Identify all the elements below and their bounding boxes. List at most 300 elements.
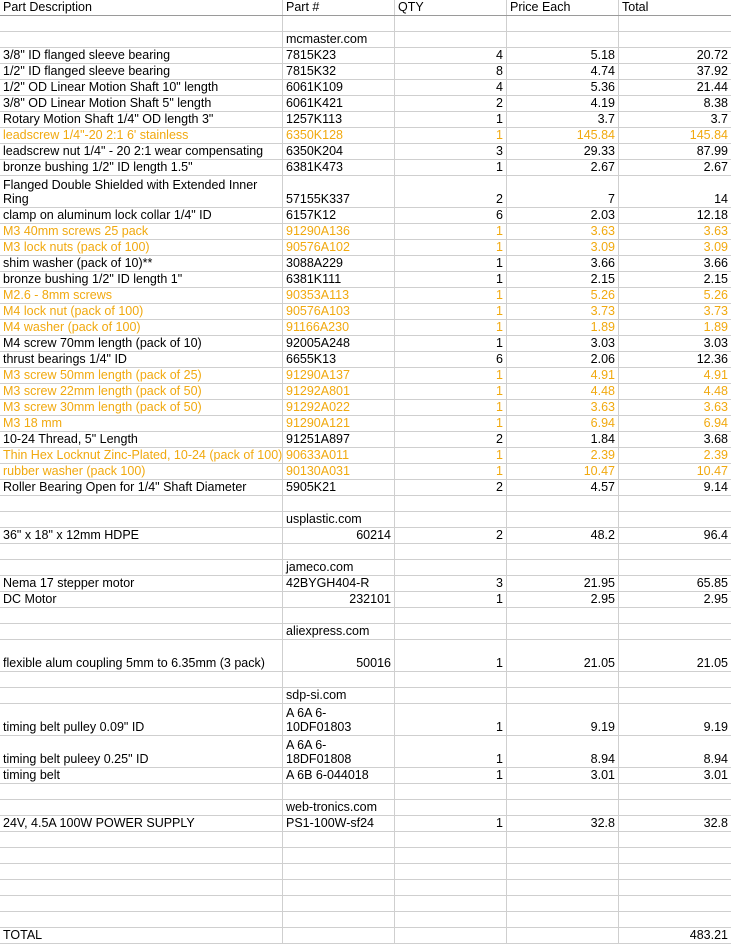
table-cell[interactable] <box>0 672 283 687</box>
table-cell[interactable] <box>507 48 619 63</box>
table-cell[interactable] <box>507 672 619 687</box>
table-cell[interactable] <box>0 432 283 447</box>
table-cell[interactable] <box>619 640 731 671</box>
table-cell[interactable] <box>619 928 731 943</box>
table-cell[interactable] <box>619 336 731 351</box>
table-cell[interactable] <box>619 320 731 335</box>
table-cell[interactable] <box>619 784 731 799</box>
table-cell[interactable] <box>395 672 507 687</box>
table-cell[interactable] <box>0 608 283 623</box>
table-cell[interactable] <box>395 80 507 95</box>
table-cell[interactable] <box>507 832 619 847</box>
table-cell[interactable] <box>395 304 507 319</box>
table-cell[interactable] <box>395 416 507 431</box>
cell-text: usplastic.com <box>286 512 362 526</box>
table-cell[interactable] <box>0 688 283 703</box>
table-cell[interactable] <box>395 400 507 415</box>
table-cell[interactable] <box>507 240 619 255</box>
table-cell[interactable] <box>395 704 507 735</box>
table-cell[interactable] <box>507 544 619 559</box>
cell-text: 2 <box>496 480 503 494</box>
header-cell[interactable] <box>283 0 395 15</box>
table-cell[interactable] <box>619 832 731 847</box>
table-cell[interactable] <box>395 176 507 207</box>
table-cell[interactable] <box>0 448 283 463</box>
table-cell[interactable] <box>0 576 283 591</box>
table-cell[interactable] <box>507 480 619 495</box>
table-cell[interactable] <box>283 336 395 351</box>
table-cell[interactable] <box>395 112 507 127</box>
table-cell[interactable] <box>0 528 283 543</box>
table-cell[interactable] <box>395 736 507 767</box>
table-cell[interactable] <box>619 576 731 591</box>
table-cell[interactable] <box>283 816 395 831</box>
table-cell[interactable] <box>507 624 619 639</box>
table-cell[interactable] <box>395 448 507 463</box>
table-cell[interactable] <box>283 432 395 447</box>
table-cell[interactable] <box>0 512 283 527</box>
table-row <box>0 320 731 336</box>
table-cell[interactable] <box>619 368 731 383</box>
table-cell[interactable] <box>0 240 283 255</box>
table-cell[interactable] <box>395 592 507 607</box>
table-cell[interactable] <box>619 208 731 223</box>
table-cell[interactable] <box>395 800 507 815</box>
table-cell[interactable] <box>395 848 507 863</box>
header-cell[interactable] <box>395 0 507 15</box>
table-cell[interactable] <box>507 528 619 543</box>
table-cell[interactable] <box>619 288 731 303</box>
table-cell[interactable] <box>283 560 395 575</box>
table-cell[interactable] <box>395 912 507 927</box>
cell-text: Price Each <box>510 0 571 14</box>
table-cell[interactable] <box>0 880 283 895</box>
cell-text: 90633A011 <box>286 448 350 462</box>
table-cell[interactable] <box>619 64 731 79</box>
table-cell[interactable] <box>283 464 395 479</box>
table-cell[interactable] <box>507 880 619 895</box>
table-cell[interactable] <box>619 48 731 63</box>
table-cell[interactable] <box>507 320 619 335</box>
table-cell[interactable] <box>507 688 619 703</box>
cell-text: 6061K421 <box>286 96 344 110</box>
table-cell[interactable] <box>395 816 507 831</box>
table-cell[interactable] <box>0 464 283 479</box>
table-cell[interactable] <box>619 768 731 783</box>
table-cell[interactable] <box>283 48 395 63</box>
table-cell[interactable] <box>283 272 395 287</box>
table-cell[interactable] <box>0 768 283 783</box>
table-cell[interactable] <box>507 576 619 591</box>
table-cell[interactable] <box>283 592 395 607</box>
table-cell[interactable] <box>283 608 395 623</box>
table-cell[interactable] <box>507 912 619 927</box>
table-cell[interactable] <box>0 304 283 319</box>
table-cell[interactable] <box>283 384 395 399</box>
table-cell[interactable] <box>619 688 731 703</box>
table-cell[interactable] <box>395 48 507 63</box>
table-cell[interactable] <box>395 560 507 575</box>
table-cell[interactable] <box>507 448 619 463</box>
table-cell[interactable] <box>507 896 619 911</box>
table-cell[interactable] <box>395 288 507 303</box>
table-cell[interactable] <box>395 320 507 335</box>
table-cell[interactable] <box>619 448 731 463</box>
table-cell[interactable] <box>619 560 731 575</box>
cell-text: bronze bushing 1/2" ID length 1" <box>3 272 183 286</box>
table-cell[interactable] <box>283 304 395 319</box>
table-cell[interactable] <box>283 352 395 367</box>
table-cell[interactable] <box>507 512 619 527</box>
table-cell[interactable] <box>283 144 395 159</box>
table-cell[interactable] <box>395 32 507 47</box>
cell-text: 1 <box>496 400 503 414</box>
table-cell[interactable] <box>619 272 731 287</box>
table-cell[interactable] <box>395 272 507 287</box>
table-cell[interactable] <box>507 80 619 95</box>
table-cell[interactable] <box>507 704 619 735</box>
table-cell[interactable] <box>619 496 731 511</box>
table-cell[interactable] <box>283 912 395 927</box>
table-cell[interactable] <box>395 832 507 847</box>
table-cell[interactable] <box>507 64 619 79</box>
table-cell[interactable] <box>619 32 731 47</box>
table-cell[interactable] <box>0 256 283 271</box>
table-cell[interactable] <box>0 496 283 511</box>
table-cell[interactable] <box>283 576 395 591</box>
table-cell[interactable] <box>283 784 395 799</box>
header-cell[interactable] <box>619 0 731 15</box>
table-cell[interactable] <box>619 304 731 319</box>
table-cell[interactable] <box>283 640 395 671</box>
cell-text: 6350K204 <box>286 144 344 158</box>
table-cell[interactable] <box>283 928 395 943</box>
table-cell[interactable] <box>283 176 395 207</box>
table-cell[interactable] <box>283 880 395 895</box>
table-cell[interactable] <box>0 480 283 495</box>
table-cell[interactable] <box>619 512 731 527</box>
table-cell[interactable] <box>619 544 731 559</box>
table-cell[interactable] <box>507 128 619 143</box>
table-cell[interactable] <box>619 80 731 95</box>
table-cell[interactable] <box>619 256 731 271</box>
table-cell[interactable] <box>283 96 395 111</box>
table-cell[interactable] <box>507 368 619 383</box>
table-cell[interactable] <box>619 16 731 31</box>
table-cell[interactable] <box>619 848 731 863</box>
cell-text: 1257K113 <box>286 112 343 126</box>
table-cell[interactable] <box>0 176 283 207</box>
cell-text: Thin Hex Locknut Zinc-Plated, 10-24 (pack of 100) <box>3 448 283 462</box>
table-cell[interactable] <box>619 880 731 895</box>
table-cell[interactable] <box>619 112 731 127</box>
table-cell[interactable] <box>0 816 283 831</box>
table-cell[interactable] <box>395 240 507 255</box>
table-cell[interactable] <box>619 896 731 911</box>
table-cell[interactable] <box>395 496 507 511</box>
table-cell[interactable] <box>507 384 619 399</box>
cell-text: 91292A022 <box>286 400 350 414</box>
table-cell[interactable] <box>0 624 283 639</box>
table-cell[interactable] <box>395 784 507 799</box>
table-cell[interactable] <box>0 128 283 143</box>
table-cell[interactable] <box>283 224 395 239</box>
table-cell[interactable] <box>507 112 619 127</box>
table-cell[interactable] <box>283 688 395 703</box>
table-cell[interactable] <box>619 608 731 623</box>
cell-text: 91290A136 <box>286 224 350 238</box>
table-cell[interactable] <box>283 528 395 543</box>
table-cell[interactable] <box>619 176 731 207</box>
table-cell[interactable] <box>283 544 395 559</box>
table-cell[interactable] <box>507 336 619 351</box>
table-cell[interactable] <box>0 560 283 575</box>
table-cell[interactable] <box>395 64 507 79</box>
table-cell[interactable] <box>507 736 619 767</box>
table-cell[interactable] <box>283 480 395 495</box>
table-cell[interactable] <box>507 416 619 431</box>
table-cell[interactable] <box>0 144 283 159</box>
table-cell[interactable] <box>395 576 507 591</box>
table-cell[interactable] <box>395 608 507 623</box>
table-cell[interactable] <box>0 224 283 239</box>
table-cell[interactable] <box>619 160 731 175</box>
table-cell[interactable] <box>619 672 731 687</box>
table-cell[interactable] <box>619 736 731 767</box>
table-cell[interactable] <box>0 208 283 223</box>
table-cell[interactable] <box>507 144 619 159</box>
table-cell[interactable] <box>507 784 619 799</box>
table-cell[interactable] <box>507 800 619 815</box>
table-cell[interactable] <box>0 592 283 607</box>
table-cell[interactable] <box>0 896 283 911</box>
table-cell[interactable] <box>395 864 507 879</box>
table-cell[interactable] <box>0 384 283 399</box>
table-cell[interactable] <box>283 320 395 335</box>
cell-text: 145.84 <box>689 128 728 142</box>
table-cell[interactable] <box>619 624 731 639</box>
table-cell[interactable] <box>507 352 619 367</box>
table-cell[interactable] <box>395 464 507 479</box>
table-cell[interactable] <box>507 160 619 175</box>
table-cell[interactable] <box>0 288 283 303</box>
table-cell[interactable] <box>0 352 283 367</box>
table-cell[interactable] <box>395 256 507 271</box>
table-cell[interactable] <box>0 864 283 879</box>
table-cell[interactable] <box>619 224 731 239</box>
table-cell[interactable] <box>619 384 731 399</box>
table-row <box>0 304 731 320</box>
table-cell[interactable] <box>619 464 731 479</box>
table-cell[interactable] <box>619 816 731 831</box>
table-cell[interactable] <box>0 48 283 63</box>
table-cell[interactable] <box>507 496 619 511</box>
table-cell[interactable] <box>395 352 507 367</box>
table-cell[interactable] <box>283 368 395 383</box>
table-cell[interactable] <box>283 256 395 271</box>
table-cell[interactable] <box>395 368 507 383</box>
table-cell[interactable] <box>619 912 731 927</box>
table-cell[interactable] <box>283 448 395 463</box>
cell-text: 21.95 <box>583 576 615 590</box>
table-cell[interactable] <box>619 352 731 367</box>
cell-text: 6381K473 <box>286 160 344 174</box>
table-cell[interactable] <box>507 96 619 111</box>
table-cell[interactable] <box>619 592 731 607</box>
table-cell[interactable] <box>395 336 507 351</box>
table-cell[interactable] <box>619 480 731 495</box>
table-cell[interactable] <box>283 32 395 47</box>
table-cell[interactable] <box>0 640 283 671</box>
table-cell[interactable] <box>619 800 731 815</box>
table-cell[interactable] <box>0 832 283 847</box>
table-cell[interactable] <box>507 272 619 287</box>
table-cell[interactable] <box>0 784 283 799</box>
table-cell[interactable] <box>395 96 507 111</box>
table-cell[interactable] <box>507 176 619 207</box>
table-cell[interactable] <box>0 928 283 943</box>
table-cell[interactable] <box>283 832 395 847</box>
table-cell[interactable] <box>0 544 283 559</box>
table-cell[interactable] <box>0 112 283 127</box>
table-cell[interactable] <box>507 464 619 479</box>
table-cell[interactable] <box>0 320 283 335</box>
table-cell[interactable] <box>507 608 619 623</box>
table-cell[interactable] <box>619 416 731 431</box>
table-cell[interactable] <box>507 848 619 863</box>
table-cell[interactable] <box>619 96 731 111</box>
table-cell[interactable] <box>507 928 619 943</box>
table-cell[interactable] <box>395 880 507 895</box>
table-cell[interactable] <box>507 256 619 271</box>
table-cell[interactable] <box>395 768 507 783</box>
table-cell[interactable] <box>283 128 395 143</box>
table-cell[interactable] <box>619 144 731 159</box>
cell-text: 6381K111 <box>286 272 342 286</box>
table-cell[interactable] <box>395 208 507 223</box>
table-cell[interactable] <box>283 896 395 911</box>
table-cell[interactable] <box>395 384 507 399</box>
table-cell[interactable] <box>619 432 731 447</box>
table-cell[interactable] <box>283 160 395 175</box>
table-cell[interactable] <box>395 688 507 703</box>
table-cell[interactable] <box>619 704 731 735</box>
table-cell[interactable] <box>0 16 283 31</box>
table-cell[interactable] <box>283 288 395 303</box>
table-cell[interactable] <box>395 480 507 495</box>
table-cell[interactable] <box>395 144 507 159</box>
table-cell[interactable] <box>0 272 283 287</box>
table-cell[interactable] <box>283 416 395 431</box>
table-cell[interactable] <box>395 432 507 447</box>
table-cell[interactable] <box>0 96 283 111</box>
table-cell[interactable] <box>0 160 283 175</box>
table-cell[interactable] <box>507 768 619 783</box>
table-cell[interactable] <box>507 592 619 607</box>
table-cell[interactable] <box>395 224 507 239</box>
table-cell[interactable] <box>0 368 283 383</box>
table-cell[interactable] <box>507 560 619 575</box>
table-cell[interactable] <box>0 336 283 351</box>
table-cell[interactable] <box>283 864 395 879</box>
table-cell[interactable] <box>395 512 507 527</box>
table-cell[interactable] <box>619 400 731 415</box>
table-cell[interactable] <box>0 416 283 431</box>
table-cell[interactable] <box>0 64 283 79</box>
table-cell[interactable] <box>283 240 395 255</box>
cell-text: 8.94 <box>590 752 615 766</box>
table-cell[interactable] <box>0 400 283 415</box>
table-cell[interactable] <box>0 80 283 95</box>
table-cell[interactable] <box>395 16 507 31</box>
table-cell[interactable] <box>283 112 395 127</box>
table-cell[interactable] <box>283 64 395 79</box>
table-cell[interactable] <box>507 640 619 671</box>
table-row <box>0 784 731 800</box>
table-cell[interactable] <box>507 304 619 319</box>
table-cell[interactable] <box>619 128 731 143</box>
table-cell[interactable] <box>0 912 283 927</box>
table-cell[interactable] <box>283 496 395 511</box>
cell-text: 232101 <box>349 592 391 606</box>
table-cell[interactable] <box>395 624 507 639</box>
cell-text: M4 washer (pack of 100) <box>3 320 141 334</box>
table-cell[interactable] <box>395 160 507 175</box>
table-cell[interactable] <box>283 624 395 639</box>
cell-text: 3.73 <box>703 304 728 318</box>
table-cell[interactable] <box>283 848 395 863</box>
table-cell[interactable] <box>283 400 395 415</box>
table-cell[interactable] <box>283 704 395 735</box>
table-cell[interactable] <box>395 896 507 911</box>
table-cell[interactable] <box>507 400 619 415</box>
table-cell[interactable] <box>283 512 395 527</box>
table-cell[interactable] <box>395 528 507 543</box>
table-cell[interactable] <box>395 640 507 671</box>
table-cell[interactable] <box>0 848 283 863</box>
table-cell[interactable] <box>283 16 395 31</box>
table-cell[interactable] <box>283 672 395 687</box>
table-cell[interactable] <box>507 32 619 47</box>
table-cell[interactable] <box>507 432 619 447</box>
table-cell[interactable] <box>0 32 283 47</box>
table-cell[interactable] <box>507 208 619 223</box>
header-cell[interactable] <box>507 0 619 15</box>
table-cell[interactable] <box>0 800 283 815</box>
table-cell[interactable] <box>283 208 395 223</box>
table-cell[interactable] <box>619 528 731 543</box>
table-cell[interactable] <box>0 704 283 735</box>
table-cell[interactable] <box>283 800 395 815</box>
table-cell[interactable] <box>395 928 507 943</box>
table-cell[interactable] <box>395 128 507 143</box>
table-cell[interactable] <box>507 224 619 239</box>
table-cell[interactable] <box>395 544 507 559</box>
table-cell[interactable] <box>507 16 619 31</box>
table-cell[interactable] <box>283 768 395 783</box>
table-row <box>0 464 731 480</box>
table-cell[interactable] <box>507 816 619 831</box>
table-cell[interactable] <box>619 240 731 255</box>
table-cell[interactable] <box>0 736 283 767</box>
table-cell[interactable] <box>283 736 395 767</box>
table-cell[interactable] <box>283 80 395 95</box>
cell-text: Part Description <box>3 0 92 14</box>
header-cell[interactable] <box>0 0 283 15</box>
table-cell[interactable] <box>619 864 731 879</box>
table-cell[interactable] <box>507 288 619 303</box>
table-cell[interactable] <box>507 864 619 879</box>
